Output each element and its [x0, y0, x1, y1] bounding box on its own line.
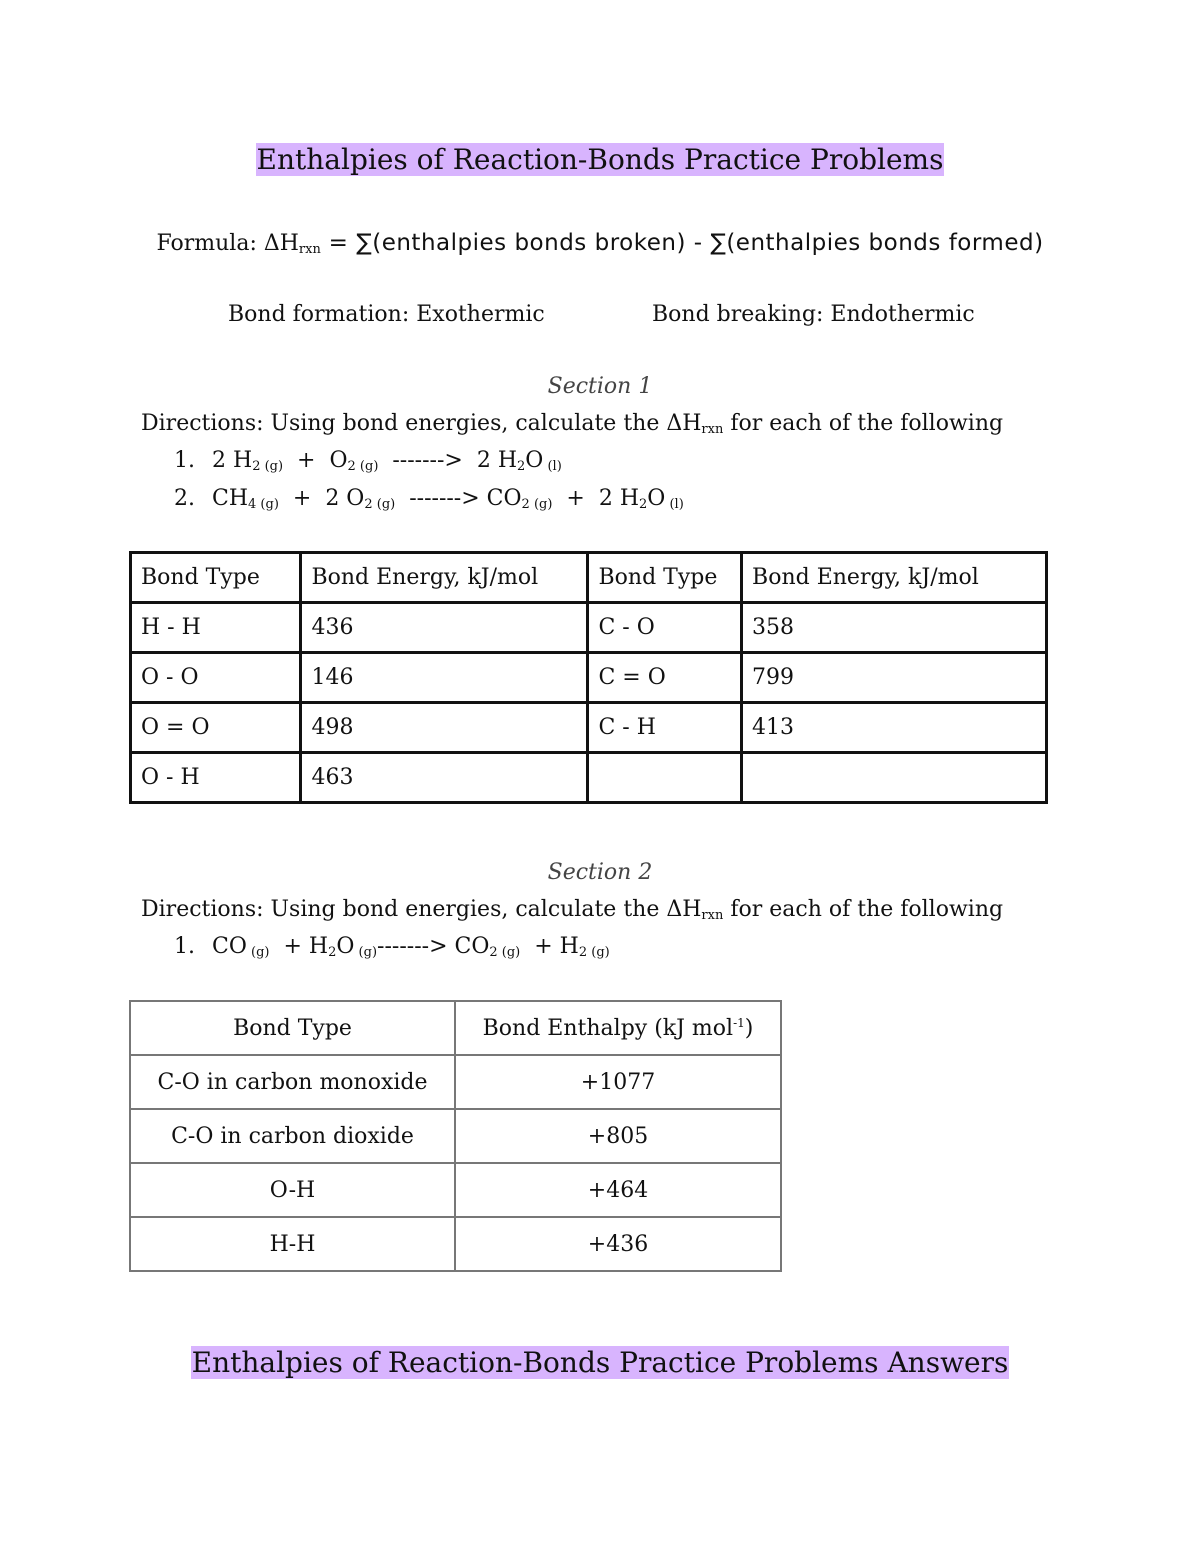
table-cell	[742, 753, 1047, 803]
table-cell: O-H	[130, 1163, 455, 1217]
page-title: Enthalpies of Reaction-Bonds Practice Problems	[256, 143, 944, 176]
table-cell: 463	[301, 753, 588, 803]
header-cell: Bond Type	[131, 553, 301, 603]
table-cell: 413	[742, 703, 1047, 753]
section-2-heading: Section 2	[547, 860, 653, 885]
table-cell: +436	[455, 1217, 781, 1271]
bond-breaking-note: Bond breaking: Endothermic	[652, 302, 975, 327]
table-cell: C - O	[588, 603, 742, 653]
table-cell: H-H	[130, 1217, 455, 1271]
table-cell: O = O	[131, 703, 301, 753]
section-1-heading: Section 1	[547, 374, 653, 399]
table-cell: O - H	[131, 753, 301, 803]
table-row	[131, 703, 1047, 753]
equation-2: 2. $CH_{4 (g)} + 2$ $O_{2 (g)}$ -------> $CO_{2 (g)} + 2$ $H_2O$ $_{(l)}$	[174, 486, 684, 512]
equation-1: 1. 2 $H_{2 (g)} + O_{2 (g)}$ -------> 2 $H_2O$ $_{(l)}$	[174, 448, 562, 474]
header-cell: Bond Energy, kJ/mol	[742, 553, 1047, 603]
bond-formation-note: Bond formation: Exothermic	[228, 302, 545, 327]
header-cell: Bond Energy, kJ/mol	[301, 553, 588, 603]
table-cell: C = O	[588, 653, 742, 703]
table-cell	[588, 753, 742, 803]
table-cell: 436	[301, 603, 588, 653]
table-row	[131, 603, 1047, 653]
header-cell: Bond Type	[588, 553, 742, 603]
answers-title: Enthalpies of Reaction-Bonds Practice Problems Answers	[191, 1346, 1009, 1379]
table-row	[130, 1217, 781, 1271]
table-row	[130, 1109, 781, 1163]
bond-energy-table	[129, 551, 1048, 804]
table-row	[131, 753, 1047, 803]
table-row	[130, 1163, 781, 1217]
header-cell: Bond Enthalpy (kJ mol$^{-1}$)	[455, 1001, 781, 1055]
table-header-row	[131, 553, 1047, 603]
table-cell: C-O in carbon dioxide	[130, 1109, 455, 1163]
table-cell: 498	[301, 703, 588, 753]
bond-enthalpy-table	[129, 1000, 782, 1272]
equation-3: 1. CO $_{(g)} + H_2O$ $_{(g)}-------> CO_{2 (g)} + H_{2 (g)}$	[174, 934, 610, 960]
table-cell: C-O in carbon monoxide	[130, 1055, 455, 1109]
section-1-directions: Directions: Using bond energies, calculate the $\Delta H_{rxn}$ for each of the following	[141, 411, 1004, 437]
table-cell: O - O	[131, 653, 301, 703]
table-cell: H - H	[131, 603, 301, 653]
table-row	[130, 1055, 781, 1109]
section-2-directions: Directions: Using bond energies, calculate the $\Delta H_{rxn}$ for each of the following	[141, 897, 1004, 923]
table-cell: 799	[742, 653, 1047, 703]
header-cell: Bond Type	[130, 1001, 455, 1055]
formula: Formula: $\Delta H_{rxn}$ = ∑(enthalpies bonds broken) - ∑(enthalpies bonds formed)	[156, 230, 1044, 257]
table-cell: +1077	[455, 1055, 781, 1109]
table-cell: +805	[455, 1109, 781, 1163]
table-row	[131, 653, 1047, 703]
table-cell: 146	[301, 653, 588, 703]
table-header-row	[130, 1001, 781, 1055]
table-cell: 358	[742, 603, 1047, 653]
table-cell: C - H	[588, 703, 742, 753]
table-cell: +464	[455, 1163, 781, 1217]
